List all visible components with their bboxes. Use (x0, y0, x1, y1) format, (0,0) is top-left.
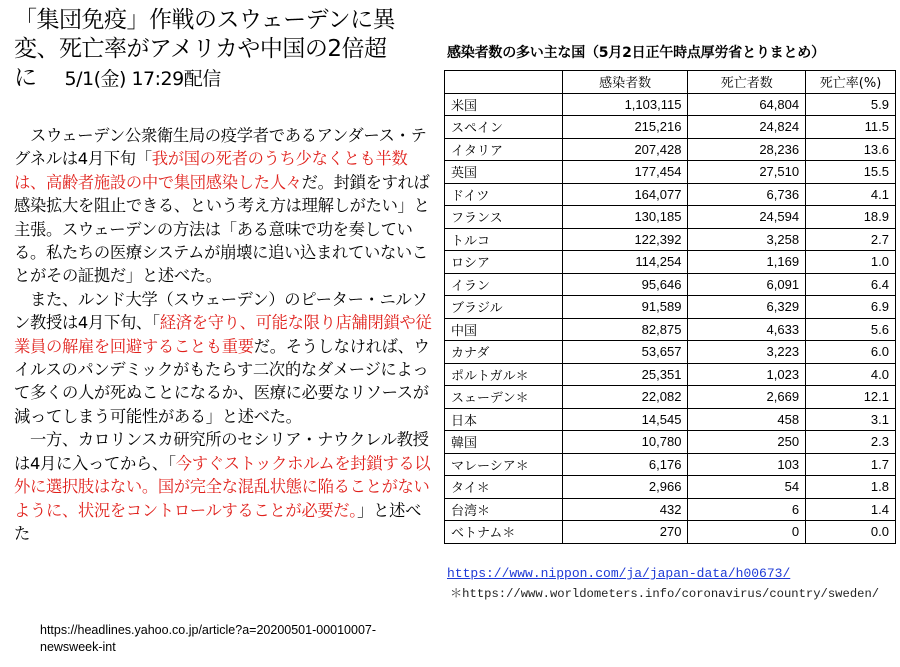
paragraph-1 (14, 124, 434, 288)
death-rate-cell: 12.1 (806, 386, 896, 409)
table-row (445, 521, 896, 544)
publish-date: 5/1(金) 17:29配信 (64, 68, 221, 90)
header-country-cell (445, 71, 563, 94)
table-row (445, 273, 896, 296)
deaths-cell: 6,091 (688, 273, 806, 296)
death-rate-cell: 13.6 (806, 138, 896, 161)
cases-cell: 14,545 (562, 408, 688, 431)
table-row (445, 296, 896, 319)
table-title: 感染者数の多い主な国（5月2日正午時点厚労省とりまとめ） (447, 45, 825, 61)
table-row (445, 228, 896, 251)
paragraph-3 (14, 428, 434, 545)
cases-cell: 95,646 (562, 273, 688, 296)
table-row (445, 341, 896, 364)
country-cell: スペイン (445, 116, 563, 139)
table-row (445, 116, 896, 139)
cases-cell: 164,077 (562, 183, 688, 206)
article-body (14, 124, 434, 545)
deaths-cell: 6,329 (688, 296, 806, 319)
country-cell: 英国 (445, 161, 563, 184)
country-cell: ポルトガル＊ (445, 363, 563, 386)
death-rate-cell: 6.9 (806, 296, 896, 319)
table-row (445, 206, 896, 229)
headline-line-1: 「集団免疫」作戦のスウェーデンに異 (14, 7, 396, 33)
header-death-rate: 死亡率(%) (806, 71, 896, 94)
deaths-cell: 3,258 (688, 228, 806, 251)
death-rate-cell: 1.0 (806, 251, 896, 274)
deaths-cell: 24,824 (688, 116, 806, 139)
table-row (445, 498, 896, 521)
death-rate-cell: 1.7 (806, 453, 896, 476)
death-rate-cell: 6.0 (806, 341, 896, 364)
table-row (445, 161, 896, 184)
deaths-cell: 1,023 (688, 363, 806, 386)
cases-cell: 432 (562, 498, 688, 521)
death-rate-cell: 1.8 (806, 476, 896, 499)
deaths-cell: 2,669 (688, 386, 806, 409)
country-cell: タイ＊ (445, 476, 563, 499)
p3-text-a: 一方、カロリンスカ研究所のセシリア・ナウクレル教授は4月に入ってから、「 (14, 430, 429, 473)
cases-cell: 25,351 (562, 363, 688, 386)
deaths-cell: 103 (688, 453, 806, 476)
country-cell: 中国 (445, 318, 563, 341)
death-rate-cell: 6.4 (806, 273, 896, 296)
deaths-cell: 54 (688, 476, 806, 499)
deaths-cell: 27,510 (688, 161, 806, 184)
cases-cell: 82,875 (562, 318, 688, 341)
cases-cell: 91,589 (562, 296, 688, 319)
country-cell: 米国 (445, 93, 563, 116)
death-rate-cell: 2.7 (806, 228, 896, 251)
country-cell: マレーシア＊ (445, 453, 563, 476)
article-source-url[interactable]: https://headlines.yahoo.co.jp/article?a=20200501-00010007-newsweek-int (40, 623, 377, 654)
table-row (445, 183, 896, 206)
headline-line-3-text: に (14, 65, 37, 91)
country-cell: スェーデン＊ (445, 386, 563, 409)
cases-cell: 114,254 (562, 251, 688, 274)
cases-cell: 53,657 (562, 341, 688, 364)
deaths-cell: 24,594 (688, 206, 806, 229)
p2-text-a: また、ルンド大学（スウェーデン）のピーター・ニルソン教授は4月下旬、「 (14, 289, 428, 333)
country-cell: ドイツ (445, 183, 563, 206)
country-cell: ベトナム＊ (445, 521, 563, 544)
deaths-cell: 0 (688, 521, 806, 544)
cases-cell: 270 (562, 521, 688, 544)
country-cell: イラン (445, 273, 563, 296)
country-cell: トルコ (445, 228, 563, 251)
cases-cell: 215,216 (562, 116, 688, 139)
deaths-cell: 3,223 (688, 341, 806, 364)
deaths-cell: 4,633 (688, 318, 806, 341)
table-row (445, 386, 896, 409)
cases-cell: 130,185 (562, 206, 688, 229)
cases-cell: 6,176 (562, 453, 688, 476)
headline (14, 6, 424, 94)
header-deaths: 死亡者数 (688, 71, 806, 94)
death-rate-cell: 4.0 (806, 363, 896, 386)
cases-cell: 177,454 (562, 161, 688, 184)
deaths-cell: 1,169 (688, 251, 806, 274)
death-rate-cell: 18.9 (806, 206, 896, 229)
country-cell: 日本 (445, 408, 563, 431)
death-rate-cell: 11.5 (806, 116, 896, 139)
death-rate-cell: 0.0 (806, 521, 896, 544)
country-cell: ロシア (445, 251, 563, 274)
country-cell: カナダ (445, 341, 563, 364)
country-cell: 台湾＊ (445, 498, 563, 521)
paragraph-2 (14, 288, 434, 428)
cases-cell: 10,780 (562, 431, 688, 454)
death-rate-cell: 2.3 (806, 431, 896, 454)
death-rate-cell: 15.5 (806, 161, 896, 184)
header-cases: 感染者数 (562, 71, 688, 94)
table-row (445, 93, 896, 116)
cases-cell: 207,428 (562, 138, 688, 161)
table-row (445, 431, 896, 454)
table-row (445, 251, 896, 274)
death-rate-cell: 5.9 (806, 93, 896, 116)
p3-quote-highlight: 今すぐストックホルムを封鎖する以外に選択肢はない。国が完全な混乱状態に陥ることがないように、状況をコントロールすることが必要だ。 (14, 453, 431, 520)
source-link-nippon[interactable]: https://www.nippon.com/ja/japan-data/h00673/ (447, 566, 791, 581)
p3-text-b: 」と述べた (14, 500, 422, 543)
table-header-row (445, 71, 896, 94)
p1-text-b: だ。封鎖をすれば感染拡大を阻止できる、という考え方は理解しがたい」と主張。スウェーデンの方法は「ある意味で功を奏している。私たちの医療システムが崩壊に追い込まれていないことがその証拠だ」と述べた。 (14, 172, 430, 286)
table-row (445, 476, 896, 499)
deaths-cell: 64,804 (688, 93, 806, 116)
country-cell: フランス (445, 206, 563, 229)
deaths-cell: 458 (688, 408, 806, 431)
cases-cell: 1,103,115 (562, 93, 688, 116)
table-row (445, 138, 896, 161)
deaths-cell: 6 (688, 498, 806, 521)
p1-quote-highlight: 我が国の死者のうち少なくとも半数は、高齢者施設の中で集団感染した人々 (14, 149, 408, 192)
death-rate-cell: 4.1 (806, 183, 896, 206)
country-cell: ブラジル (445, 296, 563, 319)
deaths-cell: 28,236 (688, 138, 806, 161)
cases-cell: 22,082 (562, 386, 688, 409)
headline-line-2: 変、死亡率がアメリカや中国の2倍超 (14, 36, 387, 62)
p2-text-b: だ。そうしなければ、ウイルスのパンデミックがもたらす二次的なダメージによって多くの人が死ぬことになるか、医療に必要なリソースが減ってしまう可能性がある」と述べた。 (14, 336, 430, 426)
cases-cell: 122,392 (562, 228, 688, 251)
deaths-cell: 6,736 (688, 183, 806, 206)
death-rate-cell: 3.1 (806, 408, 896, 431)
table-row (445, 408, 896, 431)
death-rate-cell: 5.6 (806, 318, 896, 341)
table-row (445, 363, 896, 386)
death-rate-cell: 1.4 (806, 498, 896, 521)
table-row (445, 318, 896, 341)
p2-quote-highlight: 経済を守り、可能な限り店舗閉鎖や従業員の解雇を回避することも重要 (14, 313, 432, 356)
deaths-cell: 250 (688, 431, 806, 454)
p1-text-a: スウェーデン公衆衛生局の疫学者であるアンダース・テグネルは4月下旬「 (14, 126, 427, 169)
country-cell: イタリア (445, 138, 563, 161)
source-note-worldometers: ＊https://www.worldometers.info/coronavirus/country/sweden/ (450, 587, 880, 601)
table-row (445, 453, 896, 476)
headline-line-3 (14, 64, 424, 94)
cases-cell: 2,966 (562, 476, 688, 499)
country-cell: 韓国 (445, 431, 563, 454)
infection-table (444, 70, 896, 544)
